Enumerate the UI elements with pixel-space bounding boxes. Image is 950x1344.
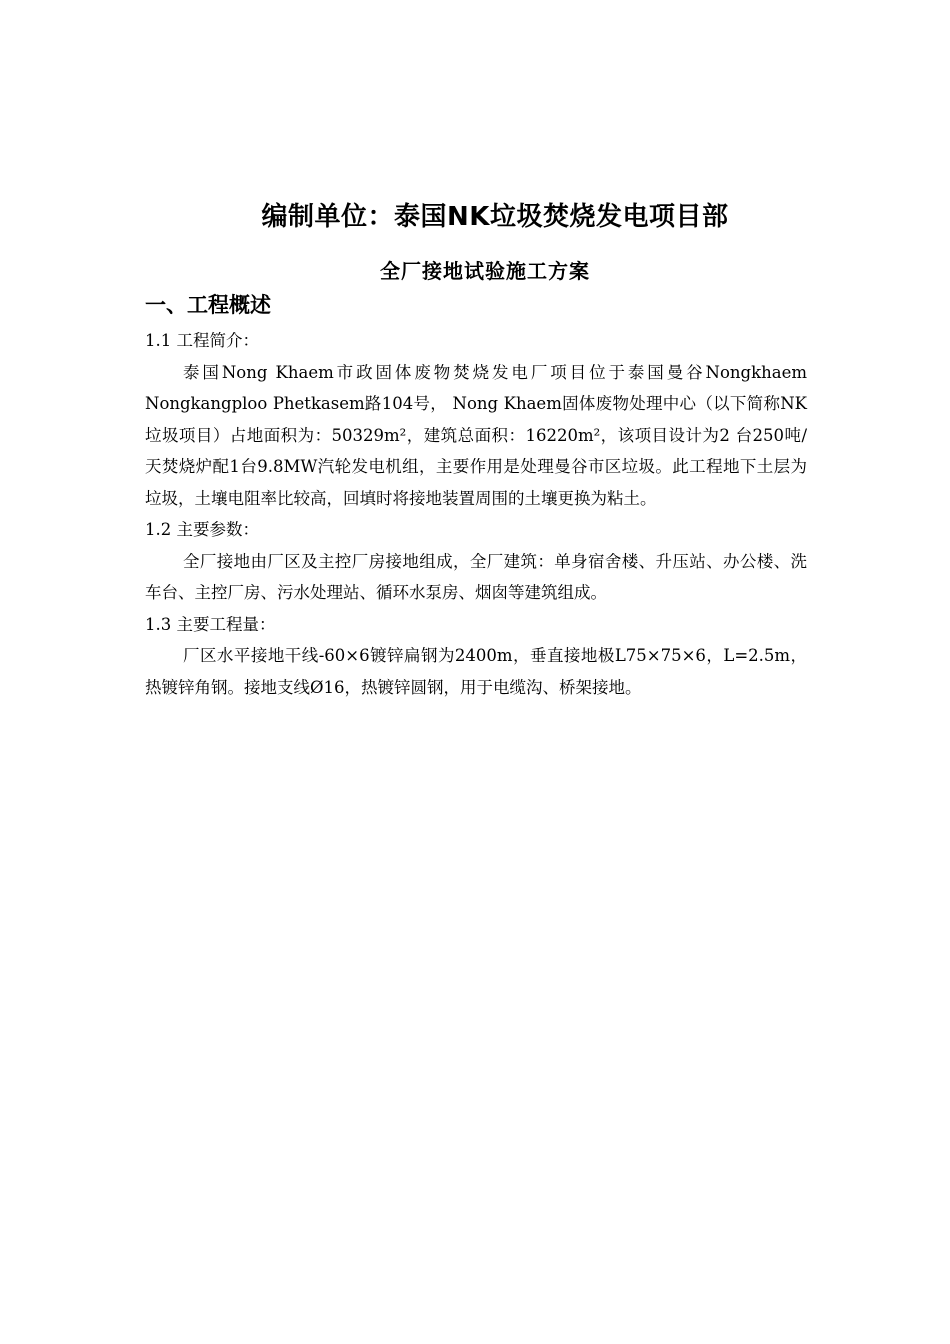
subsection-heading-main-parameters: 1.2 主要参数： [145, 520, 259, 539]
subsection-heading-introduction: 1.1 工程简介： [145, 331, 259, 350]
document-title: 编制单位：泰国NK垃圾焚烧发电项目部 [261, 202, 729, 232]
paragraph-introduction: 泰国Nong Khaem市政固体废物焚烧发电厂项目位于泰国曼谷Nongkhaem Nongkangploo Phetkasem路104号， Nong Khaem固体废物处理中心（以下简称NK垃圾项目）占地面积为：50329m²，建筑总面积：16220m²，该项目设计为2 台250吨/天焚烧炉配1台9.8MW汽轮发电机组，主要作用是处理曼谷市区垃圾。此工程地下土层为垃圾，土壤电阻率比较高，回填时将接地装置周围的土壤更换为粘土。 [145, 362, 807, 508]
document-subtitle: 全厂接地试验施工方案 [380, 259, 590, 283]
paragraph-main-parameters: 全厂接地由厂区及主控厂房接地组成，全厂建筑：单身宿舍楼、升压站、办公楼、洗车台、主控厂房、污水处理站、循环水泵房、烟囱等建筑组成。 [145, 551, 807, 602]
document-body [145, 325, 807, 703]
section-heading-overview: 一、工程概述 [145, 293, 271, 317]
subsection-heading-quantities: 1.3 主要工程量： [145, 614, 276, 634]
paragraph-quantities: 厂区水平接地干线-60×6镀锌扁钢为2400m，垂直接地极L75×75×6，L=2.5m，热镀锌角钢。接地支线Ø16，热镀锌圆钢，用于电缆沟、桥架接地。 [145, 646, 807, 697]
